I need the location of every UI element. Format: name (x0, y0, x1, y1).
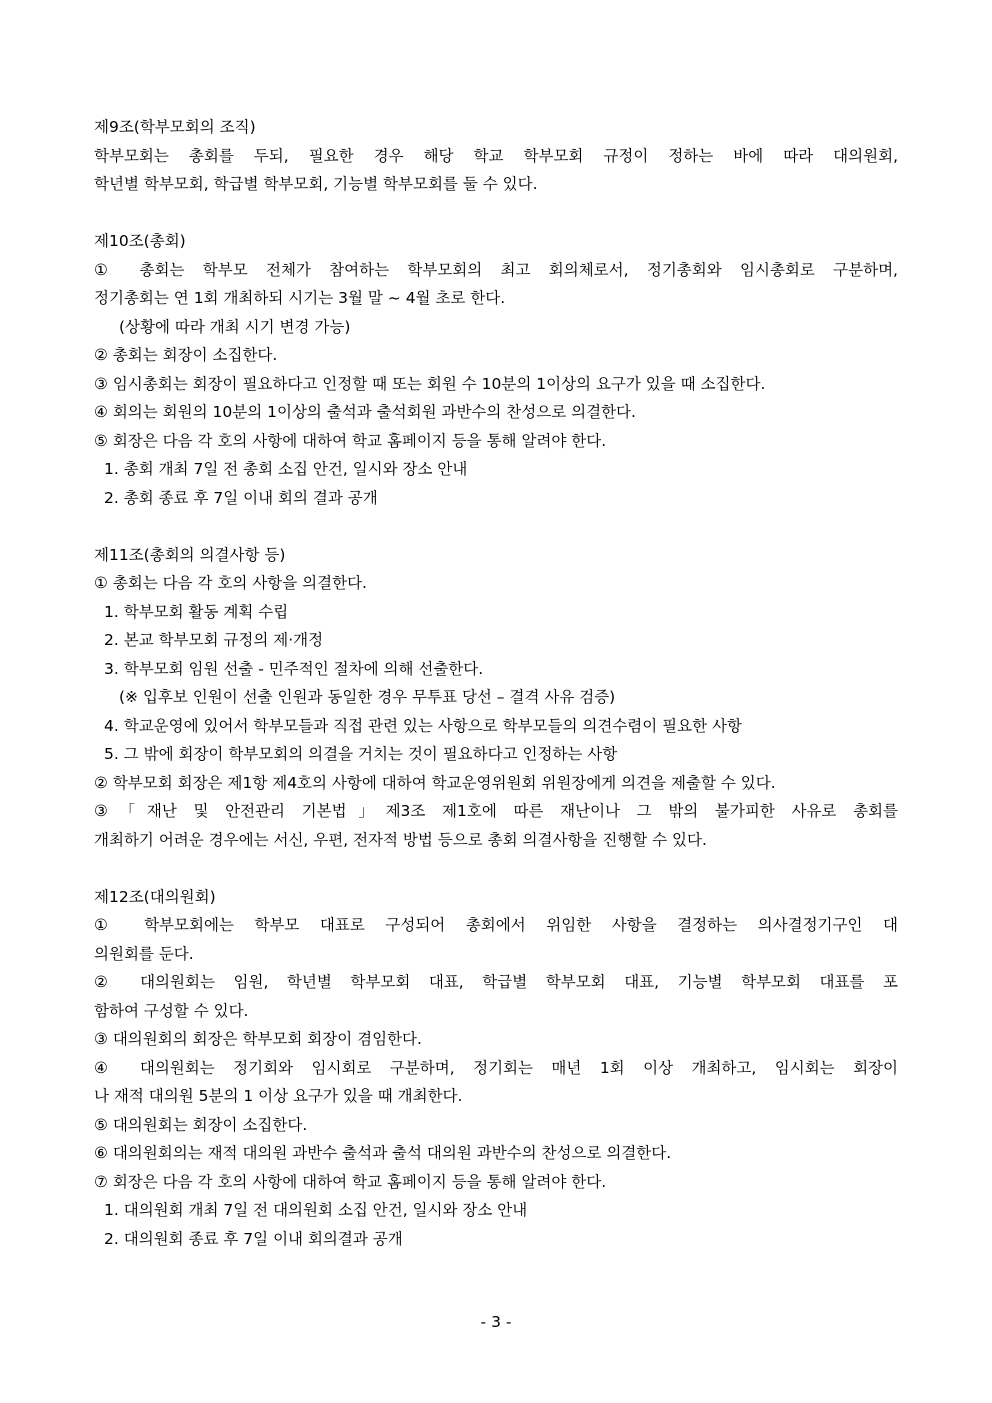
article-line: ④ 대의원회는 정기회와 임시회로 구분하며, 정기회는 매년 1회 이상 개최하고, 임시회는 회장이 (94, 1058, 898, 1077)
article-line: 5. 그 밖에 회장이 학부모회의 의결을 거치는 것이 필요하다고 인정하는 사항 (104, 745, 618, 763)
article-line: ② 학부모회 회장은 제1항 제4호의 사항에 대하여 학교운영위원회 위원장에게 의견을 제출할 수 있다. (94, 773, 776, 792)
article-line: ② 총회는 회장이 소집한다. (94, 346, 278, 364)
article-line: (※ 입후보 인원이 선출 인원과 동일한 경우 무투표 당선 – 결격 사유 검증) (119, 688, 616, 706)
article-line: ② 대의원회는 임원, 학년별 학부모회 대표, 학급별 학부모회 대표, 기능별 학부모회 대표를 포 (94, 973, 898, 991)
article-title: 제11조(총회의 의결사항 등) (94, 545, 286, 564)
document-body (94, 113, 898, 1253)
article-line: 4. 학교운영에 있어서 학부모들과 직접 관련 있는 사항으로 학부모들의 의견수렴이 필요한 사항 (104, 716, 742, 735)
article-line: ① 학부모회에는 학부모 대표로 구성되어 총회에서 위임한 사항을 결정하는 의사결정기구인 대 (94, 916, 898, 934)
article-line: 2. 본교 학부모회 규정의 제·개정 (104, 631, 324, 649)
article-line: ⑤ 회장은 다음 각 호의 사항에 대하여 학교 홈페이지 등을 통해 알려야 한다. (94, 431, 607, 450)
article-line: 개최하기 어려운 경우에는 서신, 우편, 전자적 방법 등으로 총회 의결사항을 진행할 수 있다. (94, 830, 707, 849)
article-title: 제12조(대의원회) (94, 887, 216, 906)
article-section (94, 541, 898, 855)
article-line: 학년별 학부모회, 학급별 학부모회, 기능별 학부모회를 둘 수 있다. (94, 175, 538, 193)
article-line: ③ 임시총회는 회장이 필요하다고 인정할 때 또는 회원 수 10분의 1이상의 요구가 있을 때 소집한다. (94, 374, 766, 393)
article-line: 정기총회는 연 1회 개최하되 시기는 3월 말 ~ 4월 초로 한다. (94, 289, 506, 307)
article-line: ① 총회는 다음 각 호의 사항을 의결한다. (94, 574, 367, 592)
article-line: ③ 대의원회의 회장은 학부모회 회장이 겸임한다. (94, 1030, 422, 1048)
section-gap (94, 854, 898, 883)
article-line: (상황에 따라 개최 시기 변경 가능) (119, 317, 351, 336)
article-section (94, 227, 898, 512)
article-line: ④ 회의는 회원의 10분의 1이상의 출석과 출석회원 과반수의 찬성으로 의결한다. (94, 403, 636, 421)
article-title: 제10조(총회) (94, 232, 186, 250)
article-line: ① 총회는 학부모 전체가 참여하는 학부모회의 최고 회의체로서, 정기총회와 임시총회로 구분하며, (94, 260, 898, 279)
page-number: - 3 - (480, 1313, 512, 1331)
article-line: 2. 대의원회 종료 후 7일 이내 회의결과 공개 (104, 1229, 403, 1248)
article-line: 1. 대의원회 개최 7일 전 대의원회 소집 안건, 일시와 장소 안내 (104, 1201, 528, 1219)
article-line: 함하여 구성할 수 있다. (94, 1001, 249, 1020)
article-line: 2. 총회 종료 후 7일 이내 회의 결과 공개 (104, 488, 378, 507)
article-line: ⑤ 대의원회는 회장이 소집한다. (94, 1115, 308, 1134)
article-line: ⑦ 회장은 다음 각 호의 사항에 대하여 학교 홈페이지 등을 통해 알려야 한다. (94, 1172, 607, 1191)
article-section (94, 113, 898, 199)
section-gap (94, 512, 898, 541)
article-line: 1. 학부모회 활동 계획 수립 (104, 602, 289, 621)
article-section (94, 883, 898, 1254)
article-line: ③「재난 및 안전관리 기본법」제3조 제1호에 따른 재난이나 그 밖의 불가피한 사유로 총회를 (94, 802, 898, 820)
article-title: 제9조(학부모회의 조직) (94, 118, 256, 136)
article-line: 의원회를 둔다. (94, 944, 194, 963)
article-line: 3. 학부모회 임원 선출 - 민주적인 절차에 의해 선출한다. (104, 659, 484, 678)
article-line: 나 재적 대의원 5분의 1 이상 요구가 있을 때 개최한다. (94, 1087, 463, 1105)
section-gap (94, 199, 898, 228)
article-line: 1. 총회 개최 7일 전 총회 소집 안건, 일시와 장소 안내 (104, 460, 468, 478)
article-line: ⑥ 대의원회의는 재적 대의원 과반수 출석과 출석 대의원 과반수의 찬성으로 의결한다. (94, 1144, 672, 1162)
article-line: 학부모회는 총회를 두되, 필요한 경우 해당 학교 학부모회 규정이 정하는 바에 따라 대의원회, (94, 146, 898, 165)
